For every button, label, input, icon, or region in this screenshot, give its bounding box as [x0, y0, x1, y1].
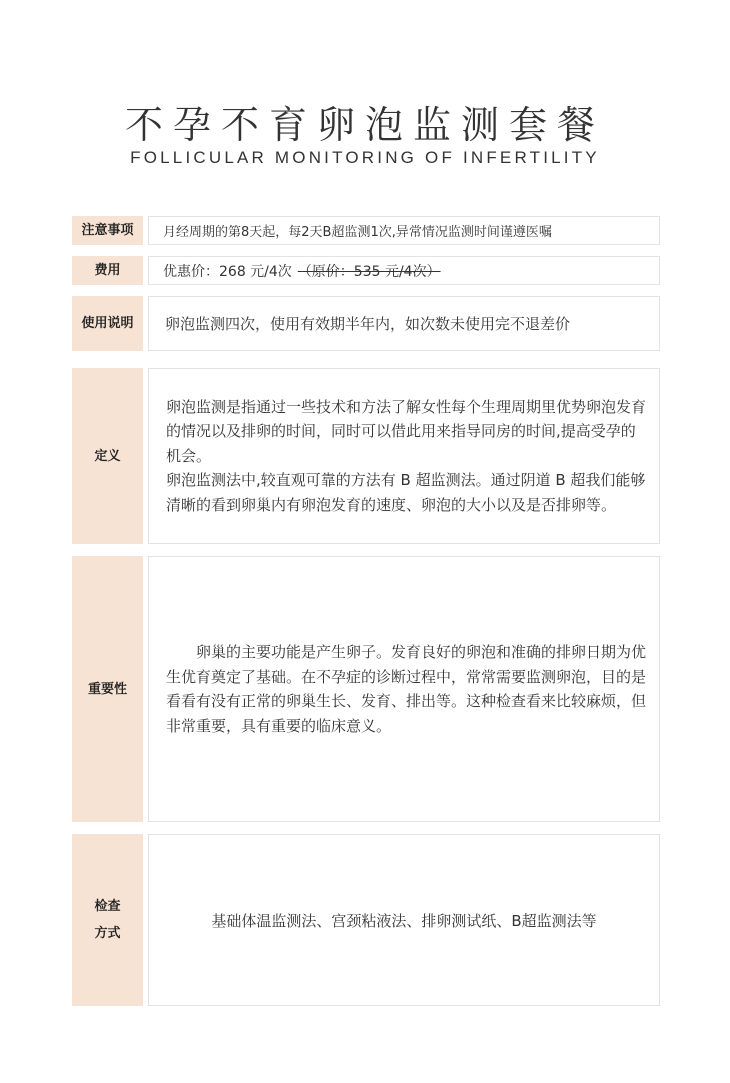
- method-label-line-2: 方式: [94, 926, 121, 941]
- page-subtitle: FOLLICULAR MONITORING OF INFERTILITY: [130, 148, 600, 167]
- usage-label: 使用说明: [72, 296, 143, 351]
- fee-content: [148, 256, 660, 285]
- definition-label: 定义: [72, 368, 143, 544]
- importance-content: [148, 556, 660, 822]
- method-label: [72, 834, 143, 1006]
- row-usage: [72, 296, 660, 351]
- notice-text: 月经周期的第8天起，每2天B超监测1次,异常情况监测时间谨遵医嘱: [148, 216, 660, 245]
- usage-text: 卵泡监测四次，使用有效期半年内，如次数未使用完不退差价: [148, 296, 660, 351]
- method-text: 基础体温监测法、宫颈粘液法、排卵测试纸、B超监测法等: [148, 834, 660, 1006]
- row-definition: [72, 368, 660, 544]
- original-price: （原价：535 元/4次）: [297, 263, 441, 280]
- importance-paragraph: 卵巢的主要功能是产生卵子。发育良好的卵泡和准确的排卵日期为优生优育奠定了基础。在不孕症的诊断过程中，常常需要监测卵泡，目的是看看有没有正常的卵巢生长、发育、排出等。这种检查看来比较麻烦，但非常重要，具有重要的临床意义。: [166, 643, 647, 735]
- definition-paragraph-2: 卵泡监测法中,较直观可靠的方法有 B 超监测法。通过阴道 B 超我们能够清晰的看到卵巢内有卵泡发育的速度、卵泡的大小以及是否排卵等。: [166, 471, 646, 514]
- importance-label: 重要性: [72, 556, 143, 822]
- row-fee: [72, 256, 660, 285]
- discount-price: 优惠价：268 元/4次: [163, 263, 292, 280]
- fee-label: 费用: [72, 256, 143, 285]
- page-title: 不孕不育卵泡监测套餐: [124, 103, 605, 147]
- definition-paragraph-1: 卵泡监测是指通过一些技术和方法了解女性每个生理周期里优势卵泡发育的情况以及排卵的时间，同时可以借此用来指导同房的时间,提高受孕的机会。: [166, 397, 647, 465]
- row-importance: [72, 556, 660, 822]
- row-method: [72, 834, 660, 1006]
- definition-content: [148, 368, 660, 544]
- row-notice: [72, 216, 660, 245]
- notice-label: 注意事项: [72, 216, 143, 245]
- method-label-line-1: 检查: [94, 899, 121, 914]
